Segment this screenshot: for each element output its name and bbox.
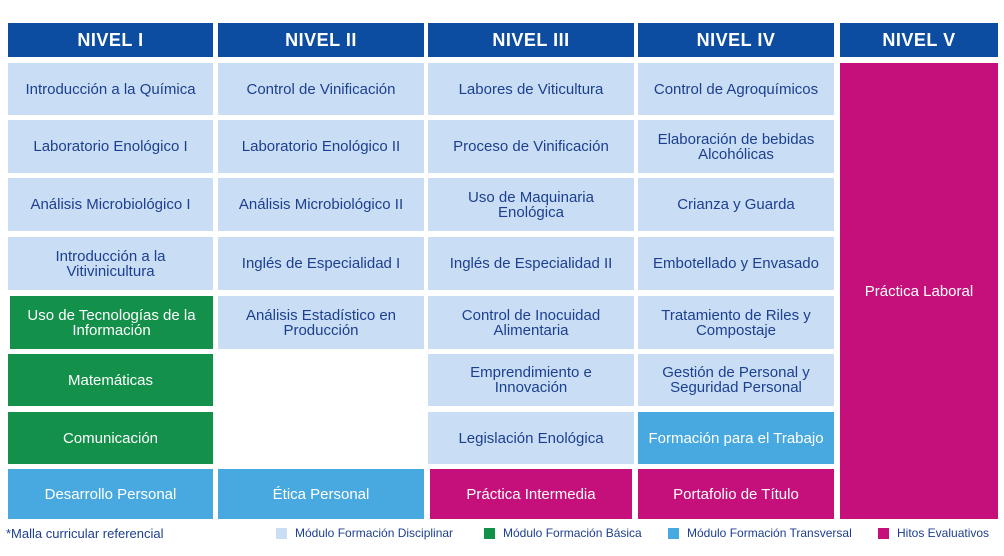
legend-label-hitos: Hitos Evaluativos <box>897 526 990 540</box>
module-nivel-2-1: Control de Vinificación <box>218 63 424 115</box>
module-nivel-3-7: Legislación Enológica <box>428 412 634 464</box>
module-nivel-1-4: Introducción a la Vitivinicultura <box>8 237 213 290</box>
module-nivel-3-1: Labores de Viticultura <box>428 63 634 115</box>
module-nivel-1-3: Análisis Microbiológico I <box>8 178 213 231</box>
module-nivel-4-6: Gestión de Personal y Seguridad Personal <box>638 354 834 406</box>
legend-label-transversal: Módulo Formación Transversal <box>687 526 852 540</box>
legend-swatch-hitos <box>878 528 889 539</box>
module-nivel-2-3: Análisis Microbiológico II <box>218 178 424 231</box>
module-nivel-3-4: Inglés de Especialidad II <box>428 237 634 290</box>
module-nivel-3-5: Control de Inocuidad Alimentaria <box>428 296 634 349</box>
module-nivel-1-6: Matemáticas <box>8 354 213 406</box>
module-nivel-4-8: Portafolio de Título <box>638 469 834 519</box>
legend-swatch-disciplinar <box>276 528 287 539</box>
module-nivel-1-8: Desarrollo Personal <box>8 469 213 519</box>
module-nivel-3-2: Proceso de Vinificación <box>428 120 634 173</box>
module-nivel-4-1: Control de Agroquímicos <box>638 63 834 115</box>
module-nivel-4-3: Crianza y Guarda <box>638 178 834 231</box>
module-nivel-2-6: Ética Personal <box>218 469 424 519</box>
module-nivel-2-4: Inglés de Especialidad I <box>218 237 424 290</box>
module-nivel-4-2: Elaboración de bebidas Alcohólicas <box>638 120 834 173</box>
header-nivel-5: NIVEL V <box>840 23 998 57</box>
module-nivel-1-2: Laboratorio Enológico I <box>8 120 213 173</box>
module-nivel-1-1: Introducción a la Química <box>8 63 213 115</box>
module-nivel-2-2: Laboratorio Enológico II <box>218 120 424 173</box>
module-nivel-5-1: Práctica Laboral <box>840 63 998 519</box>
legend-transversal <box>668 526 852 540</box>
legend-disciplinar <box>276 526 453 540</box>
module-nivel-2-5: Análisis Estadístico en Producción <box>218 296 424 349</box>
legend-label-basica: Módulo Formación Básica <box>503 526 642 540</box>
legend-swatch-basica <box>484 528 495 539</box>
module-nivel-4-4: Embotellado y Envasado <box>638 237 834 290</box>
legend-basica <box>484 526 642 540</box>
header-nivel-4: NIVEL IV <box>638 23 834 57</box>
module-nivel-4-5: Tratamiento de Riles y Compostaje <box>638 296 834 349</box>
footnote: *Malla curricular referencial <box>6 526 164 541</box>
legend-swatch-transversal <box>668 528 679 539</box>
header-nivel-3: NIVEL III <box>428 23 634 57</box>
module-nivel-3-8: Práctica Intermedia <box>430 469 632 519</box>
legend-label-disciplinar: Módulo Formación Disciplinar <box>295 526 454 540</box>
legend-hitos <box>878 526 989 540</box>
module-nivel-1-5: Uso de Tecnologías de la Información <box>10 296 213 349</box>
header-nivel-2: NIVEL II <box>218 23 424 57</box>
module-nivel-3-3: Uso de Maquinaria Enológica <box>428 178 634 231</box>
header-nivel-1: NIVEL I <box>8 23 213 57</box>
module-nivel-4-7: Formación para el Trabajo <box>638 412 834 464</box>
module-nivel-3-6: Emprendimiento e Innovación <box>428 354 634 406</box>
module-nivel-1-7: Comunicación <box>8 412 213 464</box>
